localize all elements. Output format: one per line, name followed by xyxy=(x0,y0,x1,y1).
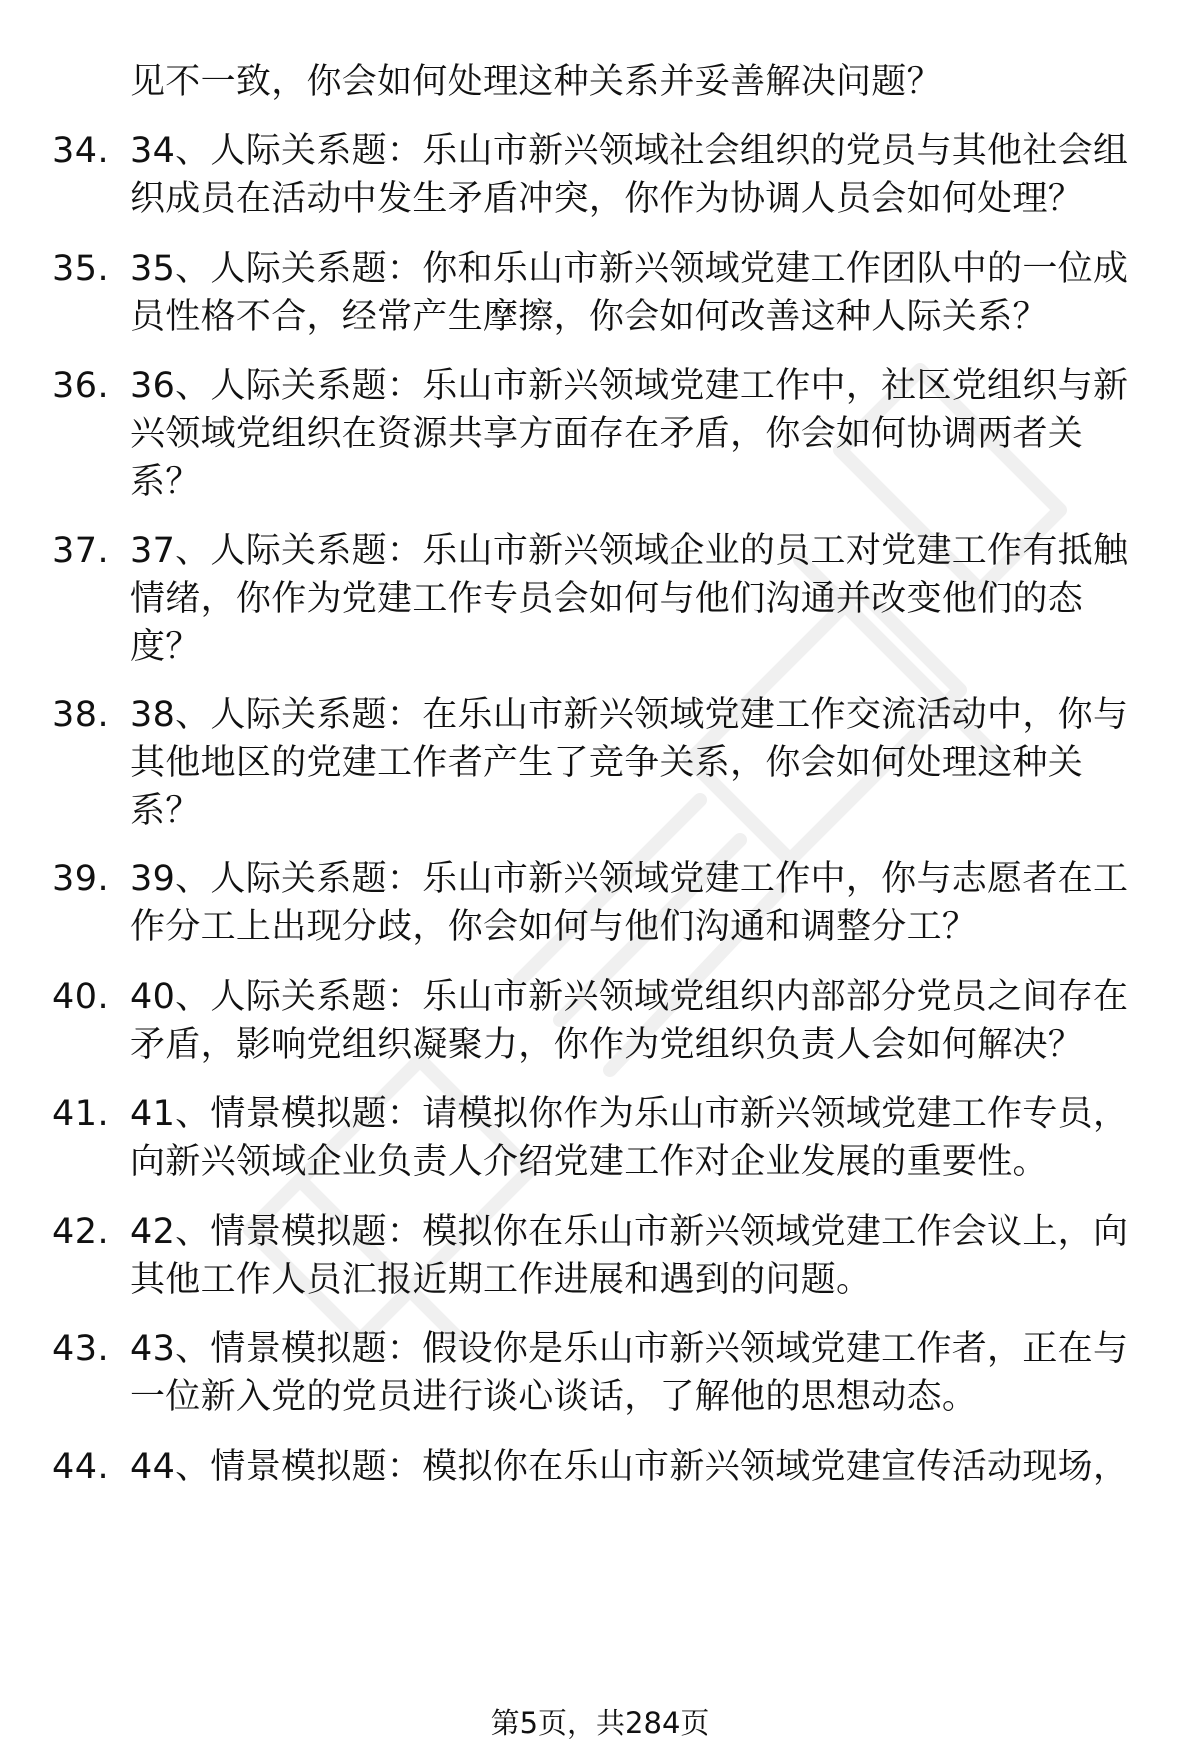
list-item-text-line: 40、人际关系题：乐山市新兴领域党组织内部部分党员之间存在 xyxy=(130,977,1129,1017)
list-item-text-line: 36、人际关系题：乐山市新兴领域党建工作中，社区党组织与新 xyxy=(130,366,1129,406)
list-item-number: 40. xyxy=(52,977,110,1017)
list-item-text-line: 矛盾，影响党组织凝聚力，你作为党组织负责人会如何解决？ xyxy=(130,1025,1084,1065)
list-item-number: 43. xyxy=(52,1329,110,1369)
list-item-text-line: 41、情景模拟题：请模拟你作为乐山市新兴领域党建工作专员， xyxy=(130,1094,1129,1134)
list-item-number: 34. xyxy=(52,131,110,171)
list-item-text-line: 其他地区的党建工作者产生了竞争关系，你会如何处理这种关 xyxy=(130,743,1084,783)
list-item-text-line: 35、人际关系题：你和乐山市新兴领域党建工作团队中的一位成 xyxy=(130,249,1129,289)
list-item-text-line: 织成员在活动中发生矛盾冲突，你作为协调人员会如何处理？ xyxy=(130,179,1084,219)
page-number-footer: 第5页，共284页 xyxy=(490,1706,710,1740)
list-item-text-line: 34、人际关系题：乐山市新兴领域社会组织的党员与其他社会组 xyxy=(130,131,1129,171)
previous-item-continuation: 见不一致，你会如何处理这种关系并妥善解决问题？ xyxy=(130,62,942,102)
list-item-text-line: 42、情景模拟题：模拟你在乐山市新兴领域党建工作会议上，向 xyxy=(130,1212,1129,1252)
list-item-number: 36. xyxy=(52,366,110,406)
list-item-number: 35. xyxy=(52,249,110,289)
list-item-number: 41. xyxy=(52,1094,110,1134)
list-item-text-line: 员性格不合，经常产生摩擦，你会如何改善这种人际关系？ xyxy=(130,297,1048,337)
list-item-text-line: 44、情景模拟题：模拟你在乐山市新兴领域党建宣传活动现场， xyxy=(130,1447,1129,1487)
list-item-text-line: 向新兴领域企业负责人介绍党建工作对企业发展的重要性。 xyxy=(130,1142,1048,1182)
list-item-number: 38. xyxy=(52,695,110,735)
list-item-text-line: 38、人际关系题：在乐山市新兴领域党建工作交流活动中，你与 xyxy=(130,695,1129,735)
list-item-number: 37. xyxy=(52,531,110,571)
list-item-number: 44. xyxy=(52,1447,110,1487)
list-item-text-line: 其他工作人员汇报近期工作进展和遇到的问题。 xyxy=(130,1260,872,1300)
list-item-text-line: 度？ xyxy=(130,627,201,667)
list-item-text-line: 系？ xyxy=(130,791,201,831)
list-item-text-line: 兴领域党组织在资源共享方面存在矛盾，你会如何协调两者关 xyxy=(130,414,1084,454)
list-item-text-line: 37、人际关系题：乐山市新兴领域企业的员工对党建工作有抵触 xyxy=(130,531,1129,571)
list-item-number: 39. xyxy=(52,859,110,899)
list-item-text-line: 情绪，你作为党建工作专员会如何与他们沟通并改变他们的态 xyxy=(130,579,1084,619)
list-item-text-line: 43、情景模拟题：假设你是乐山市新兴领域党建工作者，正在与 xyxy=(130,1329,1129,1369)
list-item-text-line: 系？ xyxy=(130,462,201,502)
list-item-text-line: 39、人际关系题：乐山市新兴领域党建工作中，你与志愿者在工 xyxy=(130,859,1129,899)
list-item-number: 42. xyxy=(52,1212,110,1252)
list-item-text-line: 一位新入党的党员进行谈心谈话，了解他的思想动态。 xyxy=(130,1377,978,1417)
list-item-text-line: 作分工上出现分歧，你会如何与他们沟通和调整分工？ xyxy=(130,907,978,947)
